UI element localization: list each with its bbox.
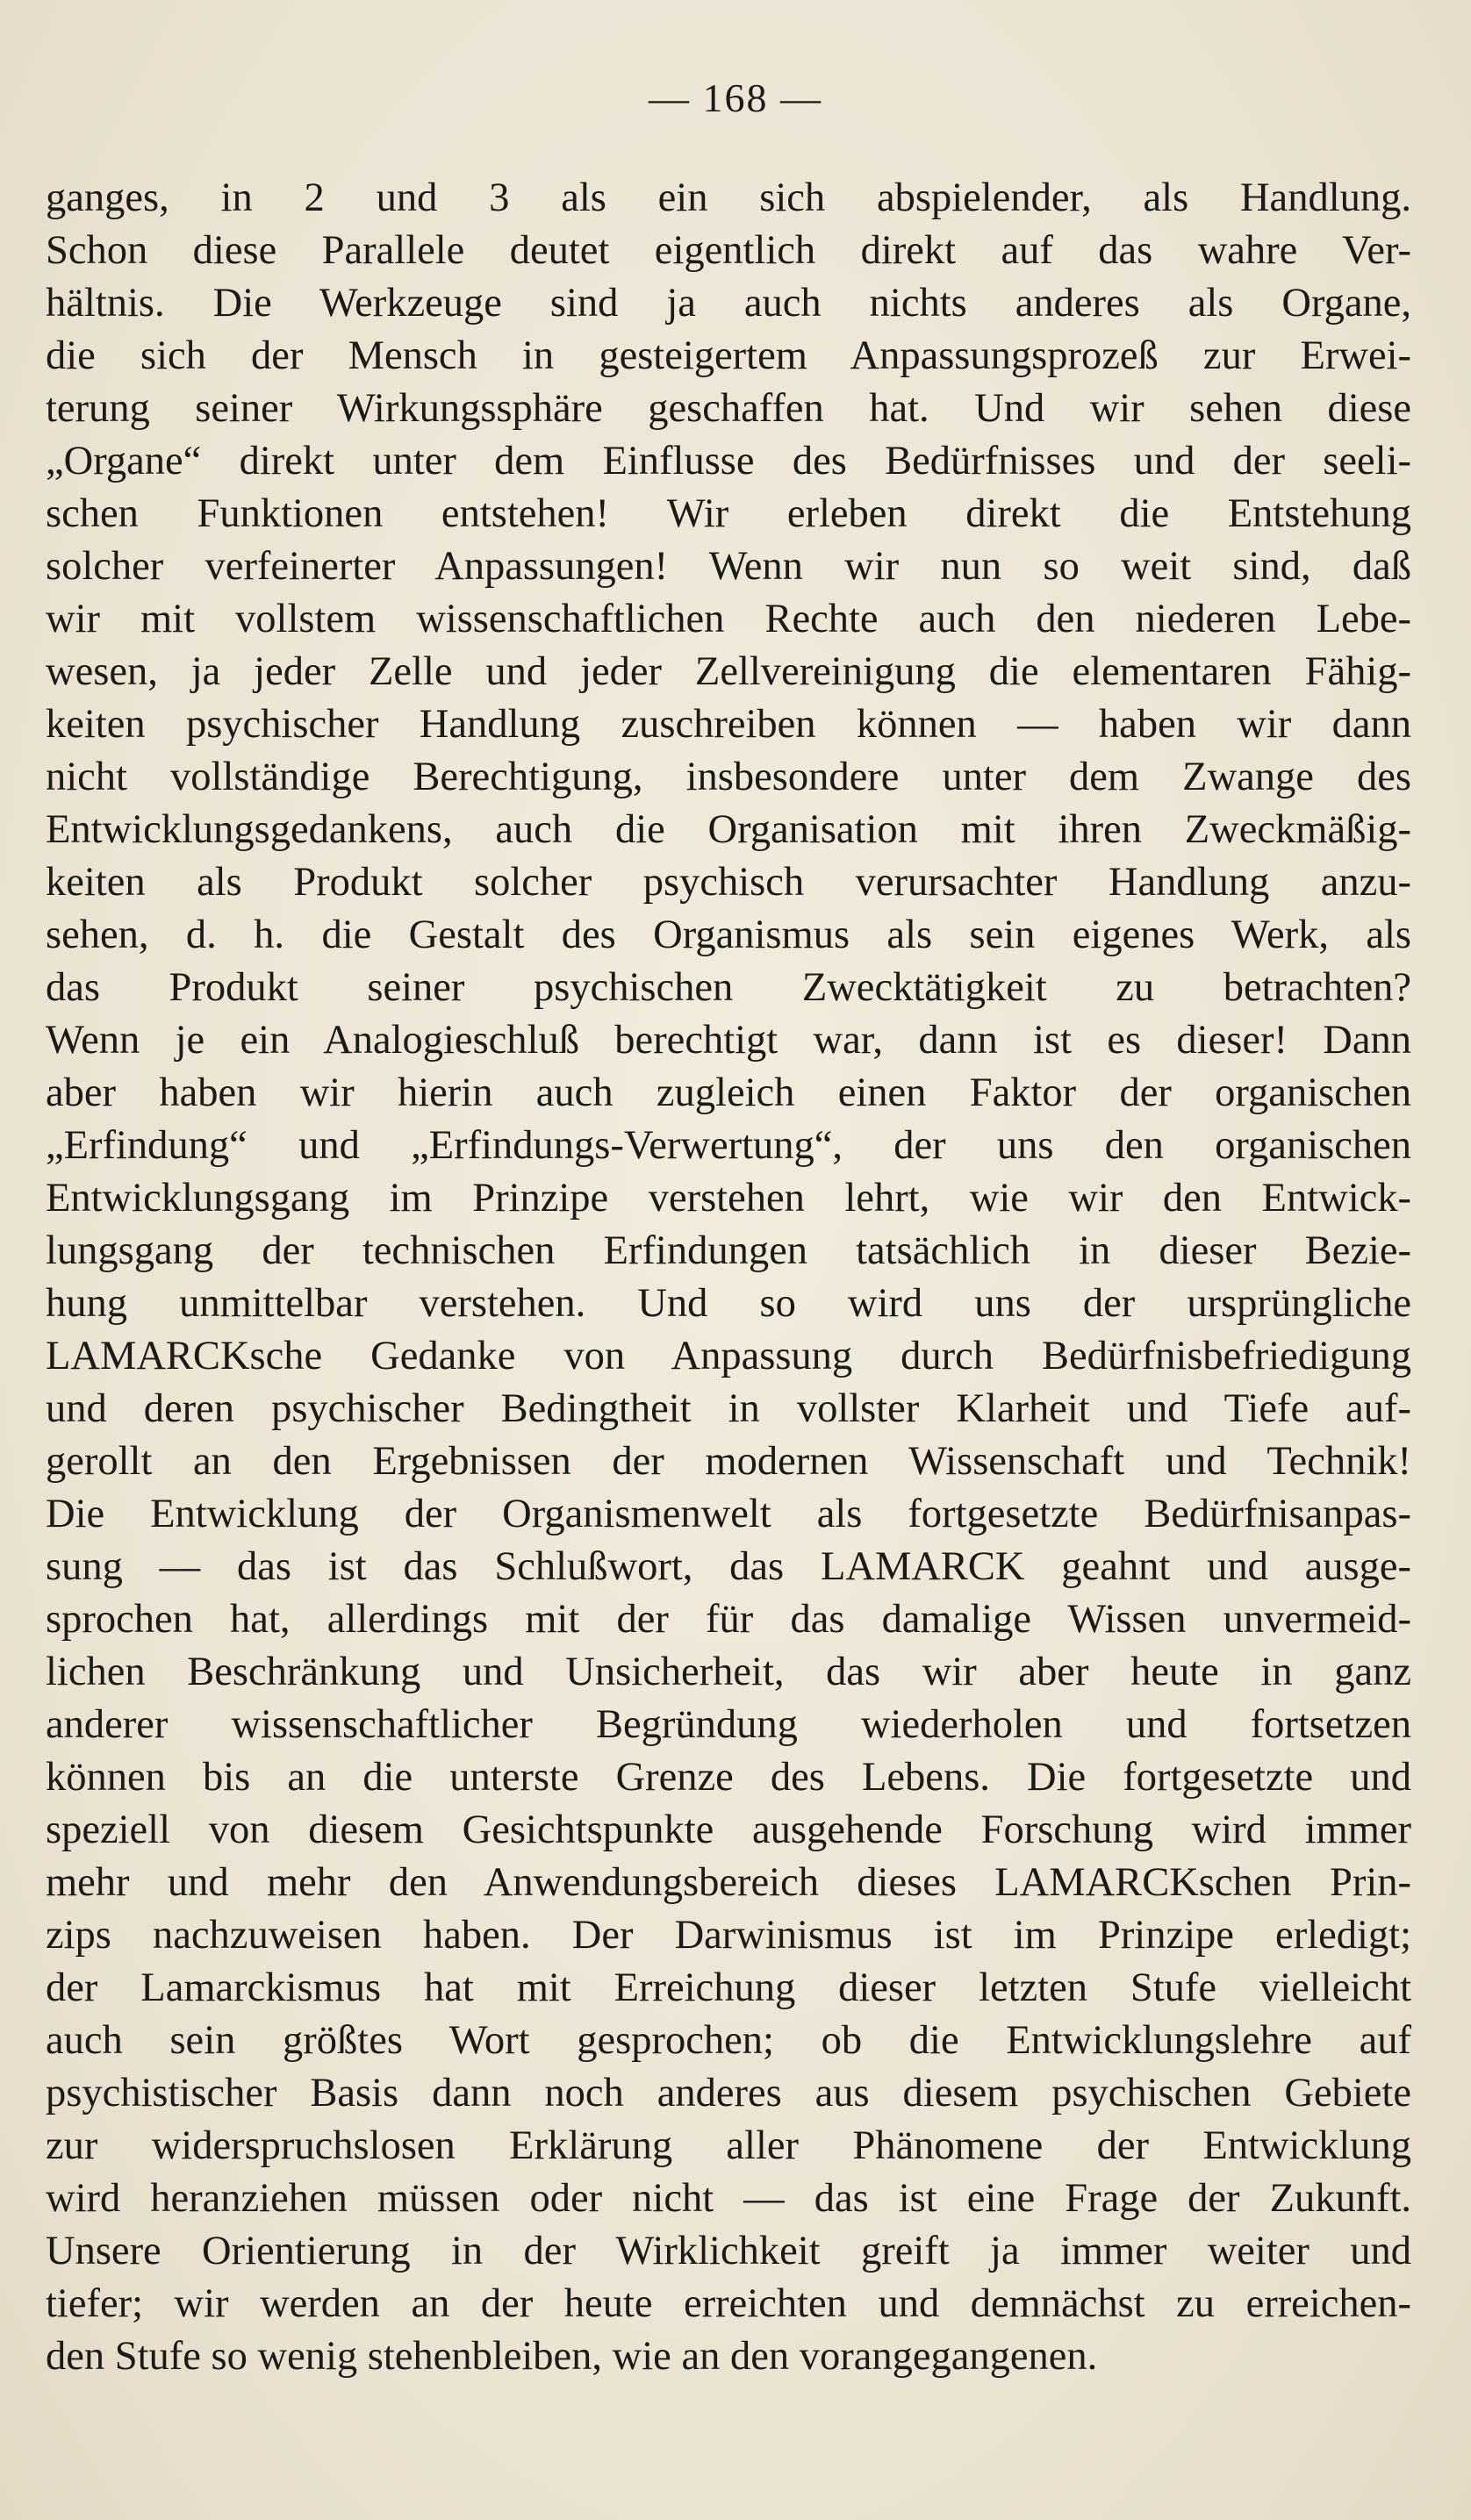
text-line-27: sung — das ist das Schlußwort, das LAMARCK geahnt und ausge- xyxy=(46,1544,1411,1589)
text-line-2: Schon diese Parallele deutet eigentlich direkt auf das wahre Ver- xyxy=(46,228,1411,273)
text-line-15: sehen, d. h. die Gestalt des Organismus als sein eigenes Werk, als xyxy=(46,913,1411,957)
text-line-8: solcher verfeinerter Anpassungen! Wenn wir nun so weit sind, daß xyxy=(46,544,1411,589)
text-line-14: keiten als Produkt solcher psychisch verursachter Handlung anzu- xyxy=(46,860,1411,905)
text-line-37: psychistischer Basis dann noch anderes aus diesem psychischen Gebiete xyxy=(46,2071,1411,2116)
text-line-34: zips nachzuweisen haben. Der Darwinismus ist im Prinzipe erledigt; xyxy=(46,1913,1411,1958)
text-line-29: lichen Beschränkung und Unsicherheit, das wir aber heute in ganz xyxy=(46,1650,1411,1694)
text-line-40: Unsere Orientierung in der Wirklichkeit greift ja immer weiter und xyxy=(46,2229,1411,2273)
text-line-20: Entwicklungsgang im Prinzipe verstehen lehrt, wie wir den Entwick- xyxy=(46,1176,1411,1221)
text-line-23: LAMARCKsche Gedanke von Anpassung durch Bedürfnisbefriedigung xyxy=(46,1334,1411,1378)
text-line-42: den Stufe so wenig stehenbleiben, wie an den vorangegangenen. xyxy=(46,2334,1098,2379)
text-line-16: das Produkt seiner psychischen Zwecktätigkeit zu betrachten? xyxy=(46,965,1411,1010)
text-line-30: anderer wissenschaftlicher Begründung wiederholen und fortsetzen xyxy=(46,1702,1411,1747)
text-line-41: tiefer; wir werden an der heute erreichten und demnächst zu erreichen- xyxy=(46,2281,1411,2326)
text-line-31: können bis an die unterste Grenze des Lebens. Die fortgesetzte und xyxy=(46,1755,1411,1800)
text-line-17: Wenn je ein Analogieschluß berechtigt war, dann ist es dieser! Dann xyxy=(46,1018,1411,1063)
text-line-1: ganges, in 2 und 3 als ein sich abspielender, als Handlung. xyxy=(46,175,1411,220)
text-line-36: auch sein größtes Wort gesprochen; ob die Entwicklungslehre auf xyxy=(46,2018,1411,2063)
text-line-11: keiten psychischer Handlung zuschreiben können — haben wir dann xyxy=(46,702,1411,747)
text-line-12: nicht vollständige Berechtigung, insbesondere unter dem Zwange des xyxy=(46,755,1411,799)
text-line-22: hung unmittelbar verstehen. Und so wird uns der ursprüngliche xyxy=(46,1281,1411,1326)
text-line-35: der Lamarckismus hat mit Erreichung dieser letzten Stufe vielleicht xyxy=(46,1965,1411,2010)
text-line-26: Die Entwicklung der Organismenwelt als fortgesetzte Bedürfnisanpas- xyxy=(46,1492,1411,1536)
text-line-19: „Erfindung“ und „Erfindungs-Verwertung“, der uns den organischen xyxy=(46,1123,1411,1168)
text-line-18: aber haben wir hierin auch zugleich einen Faktor der organischen xyxy=(46,1070,1411,1115)
text-line-33: mehr und mehr den Anwendungsbereich dieses LAMARCKschen Prin- xyxy=(46,1860,1411,1905)
text-line-21: lungsgang der technischen Erfindungen tatsächlich in dieser Bezie- xyxy=(46,1228,1411,1273)
page-number: — 168 — xyxy=(649,75,822,120)
text-line-10: wesen, ja jeder Zelle und jeder Zellvereinigung die elementaren Fähig- xyxy=(46,649,1411,694)
text-line-39: wird heranziehen müssen oder nicht — das ist eine Frage der Zukunft. xyxy=(46,2176,1411,2221)
text-line-25: gerollt an den Ergebnissen der modernen Wissenschaft und Technik! xyxy=(46,1439,1411,1484)
text-line-13: Entwicklungsgedankens, auch die Organisation mit ihren Zweckmäßig- xyxy=(46,807,1411,852)
text-line-6: „Organe“ direkt unter dem Einflusse des Bedürfnisses und der seeli- xyxy=(46,439,1411,483)
body-text xyxy=(46,172,1411,2383)
text-line-5: terung seiner Wirkungssphäre geschaffen hat. Und wir sehen diese xyxy=(46,386,1411,431)
text-line-28: sprochen hat, allerdings mit der für das damalige Wissen unvermeid- xyxy=(46,1597,1411,1642)
text-line-7: schen Funktionen entstehen! Wir erleben direkt die Entstehung xyxy=(46,491,1411,536)
text-line-32: speziell von diesem Gesichtspunkte ausgehende Forschung wird immer xyxy=(46,1808,1411,1852)
text-line-9: wir mit vollstem wissenschaftlichen Rechte auch den niederen Lebe- xyxy=(46,597,1411,641)
text-line-24: und deren psychischer Bedingtheit in vollster Klarheit und Tiefe auf- xyxy=(46,1386,1411,1431)
text-line-3: hältnis. Die Werkzeuge sind ja auch nichts anderes als Organe, xyxy=(46,281,1411,326)
text-line-4: die sich der Mensch in gesteigertem Anpassungsprozeß zur Erwei- xyxy=(46,333,1411,378)
text-line-38: zur widerspruchslosen Erklärung aller Phänomene der Entwicklung xyxy=(46,2123,1411,2168)
